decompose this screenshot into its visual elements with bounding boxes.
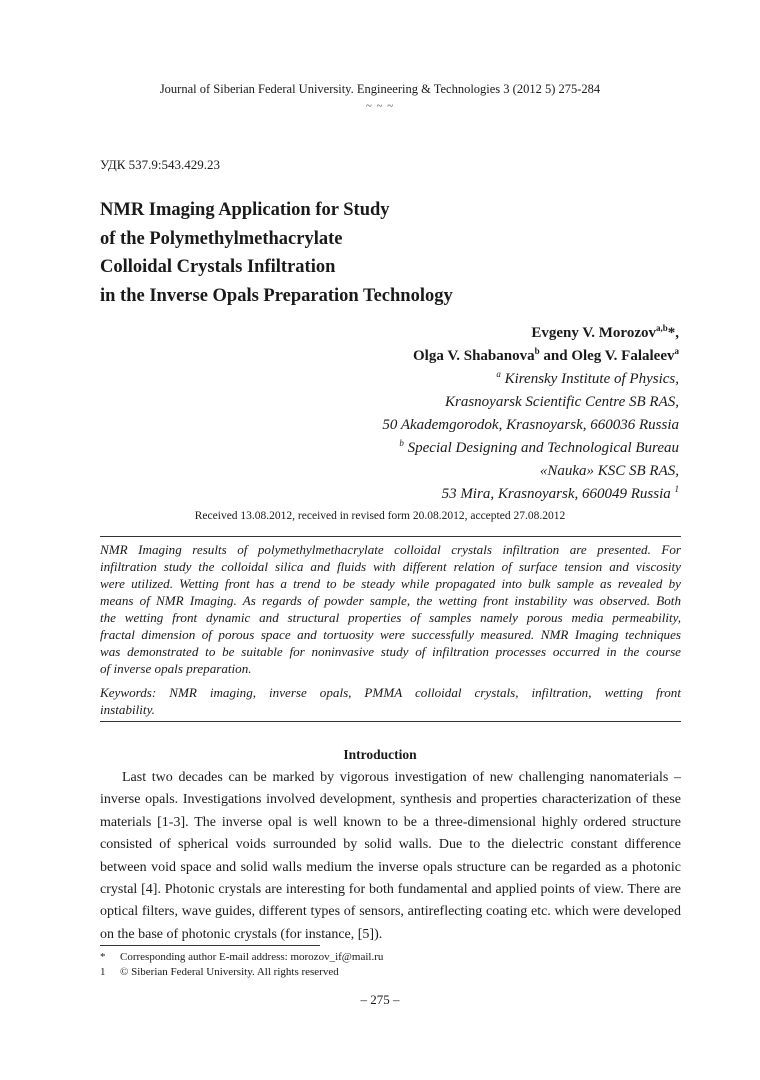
udc-code: УДК 537.9:543.429.23 <box>100 157 221 172</box>
abstract-line: NMR Imaging results of polymethylmethacrylate colloidal crystals infiltration are presented. For <box>100 542 681 557</box>
keywords-line: instability. <box>100 702 155 717</box>
footnote-rule <box>100 945 320 946</box>
author-line-1 <box>382 322 679 345</box>
affiliation-text: Special Designing and Technological Bureau <box>407 440 679 456</box>
author-name: Oleg V. Falaleev <box>571 348 675 364</box>
author-affiliation-mark: a,b <box>655 323 668 333</box>
abstract-top-rule <box>100 536 681 537</box>
footnote <box>100 950 383 965</box>
body-line: Last two decades can be marked by vigorous investigation of new challenging nanomaterials – <box>122 770 681 785</box>
abstract-line: fractal dimension of porous space and tortuosity were successfully measured. NMR Imaging techniques <box>100 627 681 642</box>
abstract <box>100 541 681 677</box>
body-line: crystal [4]. Photonic crystals are interesting for both fundamental and applied points of view. There are <box>100 881 681 897</box>
footnote-text: © Siberian Federal University. All rights reserved <box>120 966 339 978</box>
author-line-2 <box>382 345 679 368</box>
title-line: in the Inverse Opals Preparation Technology <box>100 285 453 306</box>
authors-block <box>382 322 679 506</box>
title-line: Colloidal Crystals Infiltration <box>100 257 336 277</box>
body-line: optical filters, wave guides, different types of sensors, antireflecting coating etc. which were developed <box>100 904 681 920</box>
affiliation-mark: b <box>399 438 404 448</box>
author-name: Evgeny V. Morozov <box>531 325 656 341</box>
section-heading: Introduction <box>343 747 417 762</box>
keywords-line: Keywords: NMR imaging, inverse opals, PMMA colloidal crystals, infiltration, wetting front <box>100 685 681 700</box>
page-number: – 275 – <box>360 992 400 1007</box>
footnote-mark: 1 <box>674 484 679 494</box>
body-line: on the base of photonic crystals (for instance, [5]). <box>100 926 383 942</box>
abstract-line: were utilized. Wetting front has a trend to be steady while propagated into bulk sample as revealed by <box>100 576 681 591</box>
title-line: of the Polymethylmethacrylate <box>100 228 343 249</box>
footnote-marker: * <box>100 951 106 963</box>
affiliation-line: 50 Akademgorodok, Krasnoyarsk, 660036 Russia <box>382 417 679 433</box>
affiliation-line: Krasnoyarsk Scientific Centre SB RAS, <box>445 394 679 410</box>
intro-paragraph <box>100 767 681 946</box>
author-conjunction: and <box>539 348 572 364</box>
author-affiliation-mark: b <box>534 346 540 356</box>
abstract-line: infiltration study the colloidal silica and fluids with different relation of surface tension and viscosity <box>100 559 681 574</box>
keywords <box>100 684 681 718</box>
body-line: between void space and solid walls medium the inverse opals structure can be regarded as a photonic <box>100 859 681 875</box>
abstract-line: was demonstrated to be suitable for noninvasive study of infiltration processes occurred in the course <box>100 644 681 659</box>
title-line: NMR Imaging Application for Study <box>100 200 390 220</box>
author-name: Olga V. Shabanova <box>413 348 535 364</box>
footnote <box>100 965 383 980</box>
affiliation-line <box>382 437 679 460</box>
abstract-line: of inverse opals preparation. <box>100 661 252 676</box>
affiliation-mark: a <box>496 369 501 379</box>
corresponding-mark: *, <box>667 325 679 341</box>
footnote-marker: 1 <box>100 966 106 978</box>
paper-title <box>100 196 660 310</box>
body-line: inverse opals. Investigations involved development, synthesis and properties characterization of these <box>100 792 681 808</box>
body-line: consisted of spherical voids surrounded by solid walls. Due to the dielectric constant difference <box>100 837 681 853</box>
affiliation-line <box>382 368 679 391</box>
affiliation-line <box>382 483 679 506</box>
footnote-text: Corresponding author E-mail address: morozov_if@mail.ru <box>120 951 384 963</box>
header-ornament: ~ ~ ~ <box>365 100 395 112</box>
affiliation-line: «Nauka» KSC SB RAS, <box>539 463 679 479</box>
journal-header: Journal of Siberian Federal University. Engineering & Technologies 3 (2012 5) 275-284 <box>159 82 601 96</box>
abstract-bottom-rule <box>100 721 681 722</box>
abstract-line: means of NMR Imaging. As regards of powder sample, the wetting front instability was observed. Both <box>100 593 681 608</box>
received-dates: Received 13.08.2012, received in revised form 20.08.2012, accepted 27.08.2012 <box>194 510 566 522</box>
affiliation-text: Kirensky Institute of Physics, <box>504 371 679 387</box>
affiliation-text: 53 Mira, Krasnoyarsk, 660049 Russia <box>441 486 671 502</box>
abstract-line: the wetting front dynamic and structural properties of samples namely porous media permeability, <box>100 610 681 625</box>
author-affiliation-mark: a <box>674 346 679 356</box>
body-line: materials [1-3]. The inverse opal is well known to be a three-dimensional highly ordered structure <box>100 814 681 830</box>
footnotes <box>100 950 383 980</box>
